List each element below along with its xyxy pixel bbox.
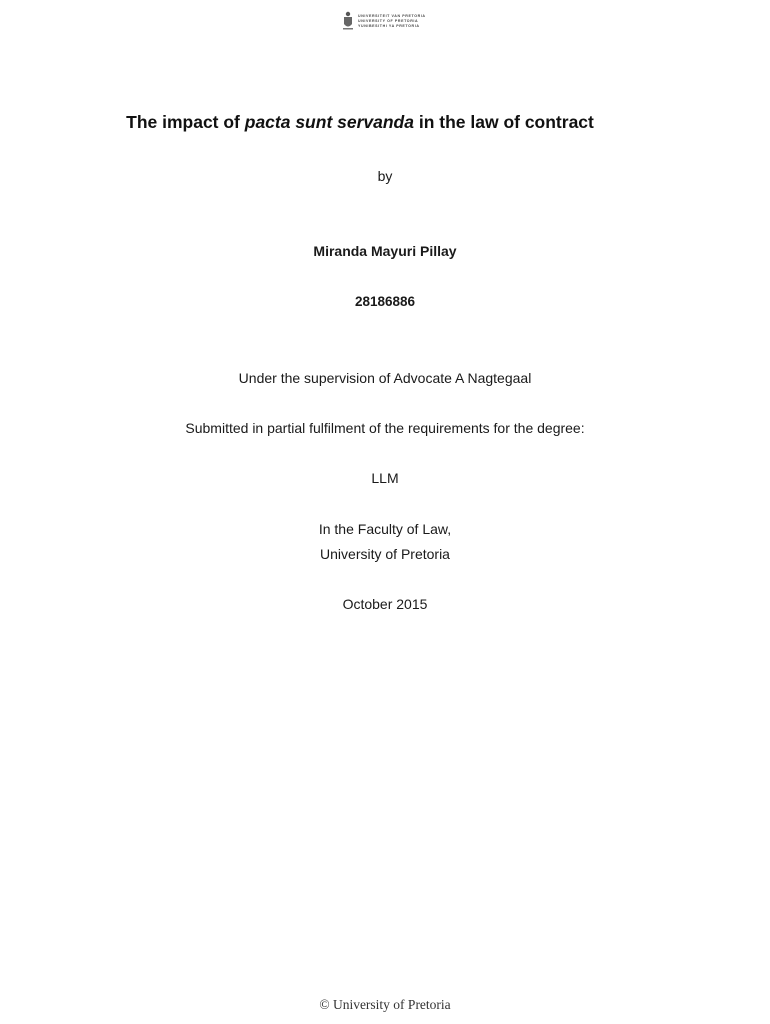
university-line: University of Pretoria: [320, 546, 450, 562]
thesis-title: [0, 112, 720, 133]
university-crest-icon: [342, 11, 354, 31]
logo-text: [358, 14, 426, 28]
title-suffix: in the law of contract: [413, 112, 594, 132]
title-prefix: The impact of: [126, 112, 245, 132]
logo-line-1: UNIVERSITEIT VAN PRETORIA: [358, 14, 426, 18]
supervision-statement: Under the supervision of Advocate A Nagtegaal: [238, 370, 532, 386]
logo-line-3: YUNIBESITHI YA PRETORIA: [358, 24, 420, 28]
degree-name: LLM: [371, 470, 399, 486]
author-name: Miranda Mayuri Pillay: [313, 243, 457, 259]
faculty-line: In the Faculty of Law,: [318, 521, 452, 537]
submission-statement: Submitted in partial fulfilment of the requirements for the degree:: [185, 420, 585, 436]
logo-line-2: UNIVERSITY OF PRETORIA: [358, 19, 419, 23]
copyright-footer: © University of Pretoria: [319, 997, 451, 1012]
by-label: by: [377, 168, 393, 184]
student-number: 28186886: [354, 294, 416, 309]
title-italic: pacta sunt servanda: [244, 112, 414, 132]
submission-date: October 2015: [342, 596, 428, 612]
university-logo: [342, 10, 428, 32]
